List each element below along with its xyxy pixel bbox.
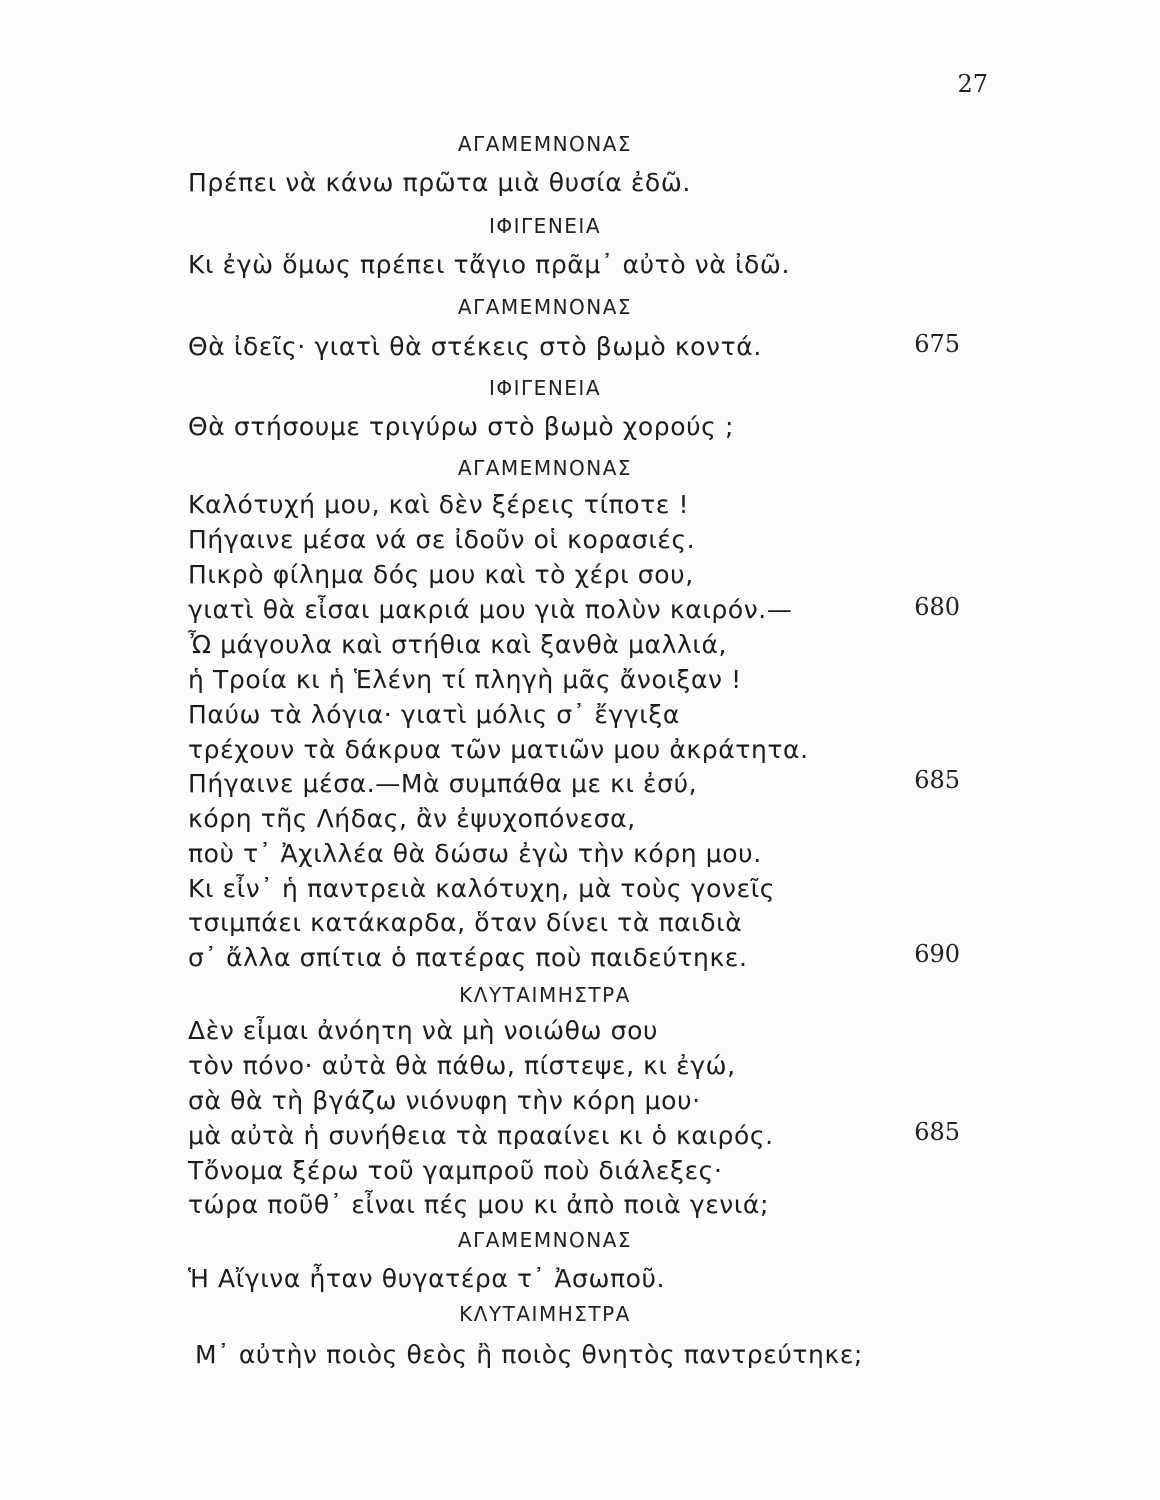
verse-line: Ὦ μάγουλα καὶ στήθια καὶ ξανθὰ μαλλιά, [188,630,728,659]
speaker-label: ΙΦΙΓΕΝΕΙΑ [489,376,601,400]
speaker-label: ΑΓΑΜΕΜΝΟΝΑΣ [457,456,633,480]
verse-line: Καλότυχή μου, καὶ δὲν ξέρεις τίποτε ! [188,490,690,519]
speaker-label: ΑΓΑΜΕΜΝΟΝΑΣ [457,1228,633,1252]
verse-line: τὸν πόνο· αὐτὰ θὰ πάθω, πίστεψε, κι ἐγώ, [188,1051,736,1080]
verse-line: Θὰ στήσουμε τριγύρω στὸ βωμὸ χορούς ; [188,412,734,441]
line-number: 685 [914,1118,960,1146]
verse-line: γιατὶ θὰ εἶσαι μακριά μου γιὰ πολὺν καιρόν.— [188,595,793,624]
verse-line: Πρέπει νὰ κάνω πρῶτα μιὰ θυσία ἐδῶ. [188,168,691,197]
speaker-label: ΚΛΥΤΑΙΜΗΣΤΡΑ [459,1302,631,1326]
verse-line: κόρη τῆς Λήδας, ἂν ἐψυχοπόνεσα, [188,804,636,833]
speaker-label: ΙΦΙΓΕΝΕΙΑ [489,214,601,238]
verse-line: Ἡ Αἴγινα ἦταν θυγατέρα τ᾿ Ἀσωποῦ. [188,1264,666,1293]
verse-line: ποὺ τ᾿ Ἀχιλλέα θὰ δώσω ἐγὼ τὴν κόρη μου. [188,839,762,868]
verse-line: Μ᾿ αὐτὴν ποιὸς θεὸς ἢ ποιὸς θνητὸς παντρεύτηκε; [195,1340,863,1369]
verse-line: τώρα ποῦθ᾿ εἶναι πές μου κι ἀπὸ ποιὰ γενιά; [188,1190,770,1219]
speaker-label: ΚΛΥΤΑΙΜΗΣΤΡΑ [459,983,631,1007]
verse-line: σὰ θὰ τὴ βγάζω νιόνυφη τὴν κόρη μου· [188,1086,701,1115]
verse-line: Πικρὸ φίλημα δός μου καὶ τὸ χέρι σου, [188,560,694,589]
verse-line: Κι εἶν᾿ ἡ παντρειὰ καλότυχη, μὰ τοὺς γονεῖς [188,874,776,903]
speaker-label: ΑΓΑΜΕΜΝΟΝΑΣ [457,132,633,156]
line-number: 690 [914,940,960,968]
line-number: 675 [914,330,960,358]
verse-line: μὰ αὐτὰ ἡ συνήθεια τὰ πρααίνει κι ὁ καιρός. [188,1121,774,1150]
verse-line: Πήγαινε μέσα.—Μὰ συμπάθα με κι ἐσύ, [188,769,698,798]
verse-line: ἡ Τροία κι ἡ Ἑλένη τί πληγὴ μᾶς ἄνοιξαν ! [188,665,742,694]
line-number: 680 [914,593,960,621]
page-number: 27 [957,70,988,98]
verse-line: Πήγαινε μέσα νά σε ἰδοῦν οἱ κορασιές. [188,525,696,554]
line-number: 685 [914,766,960,794]
verse-line: τσιμπάει κατάκαρδα, ὅταν δίνει τὰ παιδιὰ [188,908,743,937]
speaker-label: ΑΓΑΜΕΜΝΟΝΑΣ [457,295,633,319]
verse-line: σ᾿ ἄλλα σπίτια ὁ πατέρας ποὺ παιδεύτηκε. [188,943,748,972]
verse-line: Παύω τὰ λόγια· γιατὶ μόλις σ᾿ ἔγγιξα [188,700,680,729]
verse-line: Θὰ ἰδεῖς· γιατὶ θὰ στέκεις στὸ βωμὸ κοντά. [188,332,762,361]
verse-line: Δὲν εἶμαι ἀνόητη νὰ μὴ νοιώθω σου [188,1016,659,1045]
verse-line: Κι ἐγὼ ὅμως πρέπει τἄγιο πρᾶμ᾿ αὐτὸ νὰ ἰδῶ. [188,250,790,279]
verse-line: τρέχουν τὰ δάκρυα τῶν ματιῶν μου ἀκράτητα. [188,735,809,764]
verse-line: Τὄνομα ξέρω τοῦ γαμπροῦ ποὺ διάλεξες· [188,1156,723,1185]
